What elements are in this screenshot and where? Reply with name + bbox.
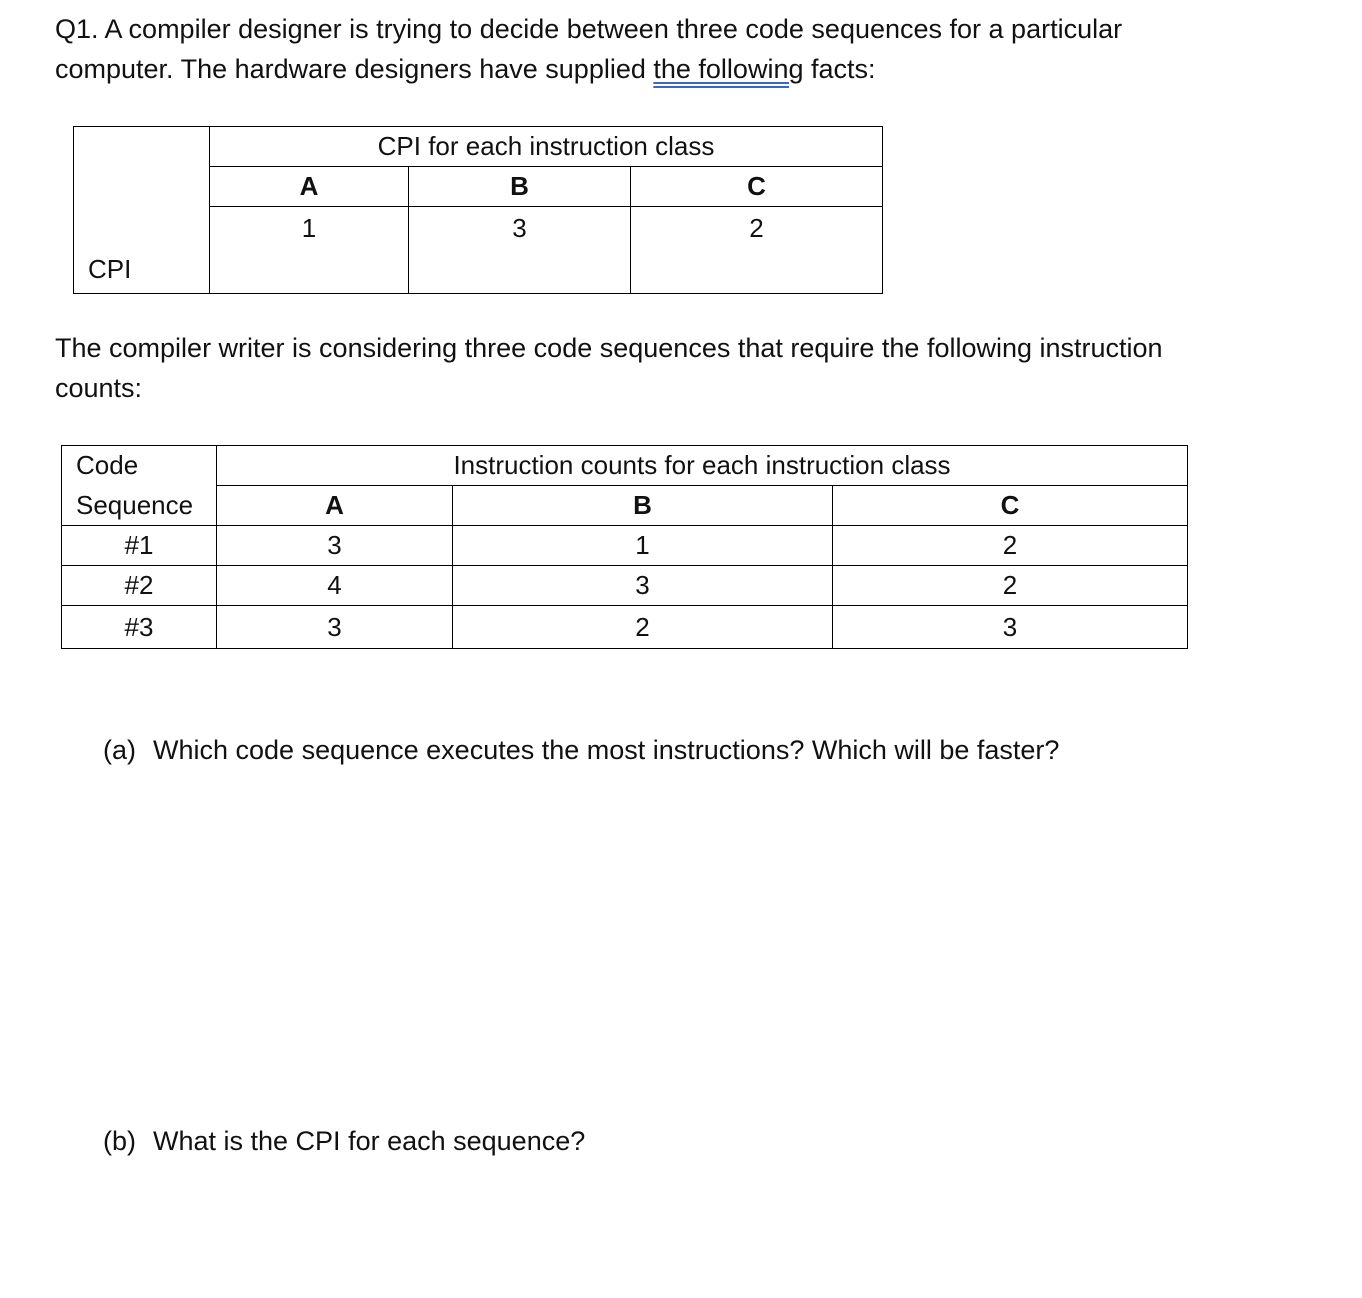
instruction-count-table: [61, 445, 1188, 649]
question-a-label: (a): [103, 735, 136, 765]
ic-class-b: B: [453, 486, 833, 526]
question-b-text: What is the CPI for each sequence?: [153, 1126, 586, 1156]
question-intro: [55, 9, 1122, 89]
intro2-line-1: The compiler writer is considering three code sequences that require the following instruction: [55, 333, 1163, 363]
cpi-table: [73, 126, 883, 294]
cpi-class-a: A: [210, 167, 409, 207]
count-a: 3: [217, 526, 453, 566]
table-row: [62, 526, 1188, 566]
count-a: 3: [217, 606, 453, 649]
ic-class-a: A: [217, 486, 453, 526]
instruction-count-header: Instruction counts for each instruction class: [217, 446, 1188, 486]
question-a: [103, 730, 1059, 770]
count-b: 2: [453, 606, 833, 649]
count-c: 2: [833, 566, 1188, 606]
table-row: [62, 606, 1188, 649]
cpi-row-label: CPI: [74, 127, 210, 294]
cpi-table-header: CPI for each instruction class: [210, 127, 883, 167]
intro-underlined-phrase: the following: [653, 54, 804, 84]
cpi-class-b: B: [409, 167, 631, 207]
sequence-label: #2: [62, 566, 217, 606]
code-sequence-header-line-2: Sequence: [62, 486, 217, 526]
intro-line-1: Q1. A compiler designer is trying to decide between three code sequences for a particular: [55, 14, 1123, 44]
sequence-label: #1: [62, 526, 217, 566]
ic-class-c: C: [833, 486, 1188, 526]
question-a-text: Which code sequence executes the most instructions? Which will be faster?: [153, 735, 1060, 765]
count-c: 3: [833, 606, 1188, 649]
code-sequence-header-line-1: Code: [62, 446, 217, 486]
sequence-label: #3: [62, 606, 217, 649]
instruction-count-intro: [55, 328, 1163, 408]
question-b: [103, 1121, 585, 1161]
intro-line-2-end: facts:: [803, 54, 876, 84]
count-c: 2: [833, 526, 1188, 566]
intro-line-2-start: computer. The hardware designers have supplied: [55, 54, 654, 84]
table-row: [62, 566, 1188, 606]
count-a: 4: [217, 566, 453, 606]
count-b: 1: [453, 526, 833, 566]
intro2-line-2: counts:: [55, 373, 143, 403]
question-b-label: (b): [103, 1126, 136, 1156]
cpi-value-a: 1: [210, 207, 409, 294]
cpi-class-c: C: [631, 167, 883, 207]
count-b: 3: [453, 566, 833, 606]
cpi-value-c: 2: [631, 207, 883, 294]
cpi-value-b: 3: [409, 207, 631, 294]
